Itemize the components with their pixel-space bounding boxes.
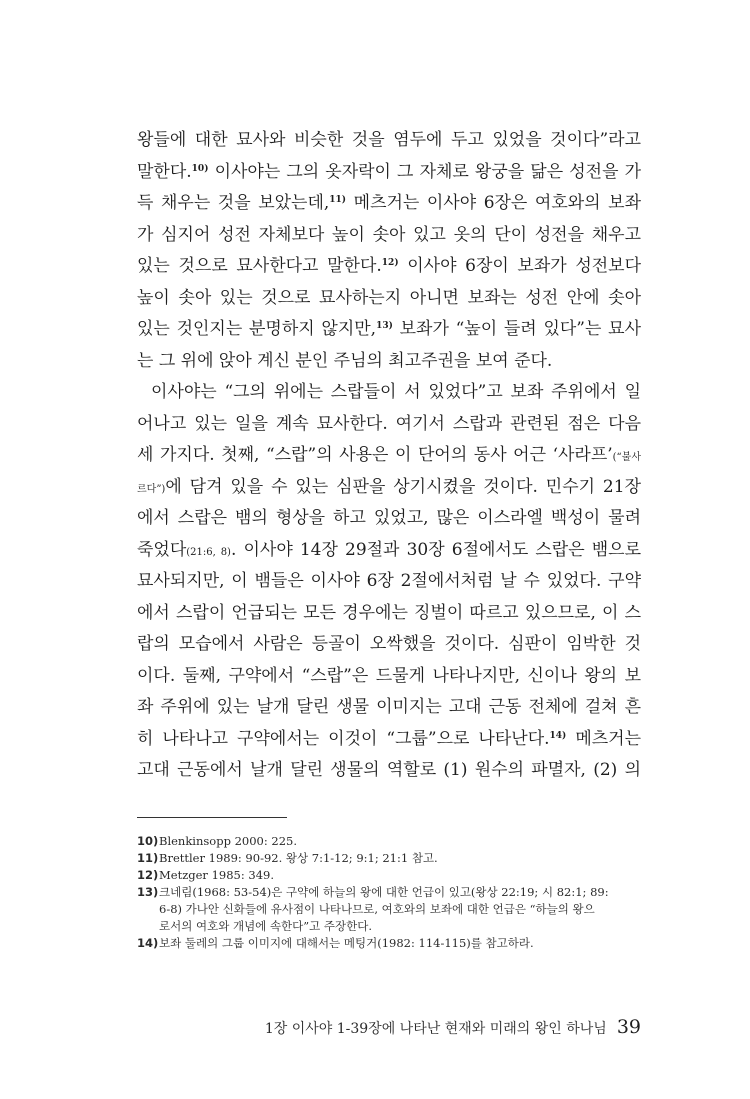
footnote <box>137 935 641 952</box>
body-line: 에서 스랍이 언급되는 모든 경우에는 징벌이 따르고 있으므로, 이 스 <box>137 602 641 623</box>
body-line: 랍의 모습에서 사람은 등골이 오싹했을 것이다. 심판이 임박한 것 <box>137 634 641 654</box>
footnote-divider <box>137 817 287 818</box>
footnote <box>137 867 641 884</box>
text-run: 있는 것으로 묘사한다고 말한다. <box>137 256 382 276</box>
text-run: 이사야 6장이 보좌가 성전보다 <box>407 256 641 276</box>
text-run: 히 나타나고 구약에서는 이것이 “그룹”으로 나타난다. <box>137 728 550 749</box>
footnote-text <box>159 884 641 935</box>
footnote-ref: 12) <box>381 258 399 268</box>
body-line <box>137 440 641 472</box>
footnote-line: 로서의 여호와 개념에 속한다”고 주장한다. <box>159 919 373 933</box>
footnote-number: 11) <box>137 851 159 865</box>
text-run: 메츠거는 이사야 6장은 여호와의 보좌 <box>353 193 641 213</box>
body-line: 어나고 있는 일을 계속 묘사한다. 여기서 스랍과 관련된 점은 다음 <box>137 413 641 434</box>
text-run-small: 르다”) <box>137 483 166 495</box>
body-line: 묘사되지만, 이 뱀들은 이사야 6장 2절에서처럼 날 수 있었다. 구약 <box>137 571 641 591</box>
body-line: 는 그 위에 앉아 계신 분인 주님의 최고주권을 보여 준다. <box>137 350 553 371</box>
running-title: 1장 이사야 1-39장에 나타난 현재와 미래의 왕인 하나님 <box>264 1021 607 1037</box>
footnote <box>137 850 641 867</box>
footnote-line: 6-8) 가나안 신화들에 유사점이 나타나므로, 여호와의 보좌에 대한 언급은 “하늘의 왕으 <box>159 902 595 916</box>
text-run: 있는 것인지는 분명하지 않지만, <box>137 319 377 339</box>
text-run-small: (“불사 <box>612 452 641 463</box>
text-run: 세 가지다. 첫째, “스랍”의 사용은 이 단어의 동사 어근 ‘사라프’ <box>137 445 613 465</box>
footnote-number: 13) <box>137 885 159 899</box>
footnote-number: 14) <box>137 936 159 950</box>
body-line: 가 심지어 성전 자체보다 높이 솟아 있고 옷의 단이 성전을 채우고 <box>137 224 641 245</box>
body-text <box>137 125 641 787</box>
body-line <box>137 535 641 567</box>
footnote-line: 크네림(1968: 53-54)은 구약에 하늘의 왕에 대한 언급이 있고(왕상 22:19; 시 82:1; 89: <box>159 885 609 899</box>
text-run: 죽었다 <box>137 539 187 560</box>
text-run: 에 담겨 있을 수 있는 심판을 상기시켰을 것이다. 민수기 21장 <box>165 476 641 497</box>
body-line: 좌 주위에 있는 날개 달린 생물 이미지는 고대 근동 전체에 걸쳐 흔 <box>137 697 641 717</box>
text-run-small: (21:6, 8) <box>186 546 231 558</box>
footnote-line: Brettler 1989: 90-92. 왕상 7:1-12; 9:1; 21:1 참고. <box>159 851 438 865</box>
footnote-ref: 13) <box>376 321 393 331</box>
body-line: 높이 솟아 있는 것으로 묘사하는지 아니면 보좌는 성전 안에 솟아 <box>137 287 641 308</box>
footnote-ref: 11) <box>329 195 347 205</box>
body-line: 이사야는 “그의 위에는 스랍들이 서 있었다”고 보좌 주위에서 일 <box>151 382 641 402</box>
body-line <box>137 314 641 346</box>
text-run: 말한다. <box>137 161 192 182</box>
body-line <box>137 188 641 220</box>
footnote-line: 보좌 둘레의 그룹 이미지에 대해서는 메팅거(1982: 114-115)를 참고하라. <box>159 936 534 950</box>
body-line <box>137 472 641 504</box>
body-line: 고대 근동에서 날개 달린 생물의 역할로 (1) 원수의 파멸자, (2) 의 <box>137 760 641 780</box>
text-run: . 이사야 14장 29절과 30장 6절에서도 스랍은 뱀으로 <box>230 539 641 560</box>
footnote-text <box>159 867 641 884</box>
body-line: 에서 스랍은 뱀의 형상을 하고 있었고, 많은 이스라엘 백성이 물려 <box>137 508 641 528</box>
footnote-ref: 14) <box>549 730 567 741</box>
footnote-text <box>159 833 641 850</box>
text-run: 보좌가 “높이 들려 있다”는 묘사 <box>399 319 641 339</box>
body-line <box>137 157 641 189</box>
text-run: 이사야는 그의 옷자락이 그 자체로 왕궁을 닮은 성전을 가 <box>214 161 641 182</box>
footnote <box>137 884 641 935</box>
body-line: 왕들에 대한 묘사와 비슷한 것을 염두에 두고 있었을 것이다”라고 <box>137 130 641 150</box>
footnote-text <box>159 935 641 952</box>
footnote-line: Blenkinsopp 2000: 225. <box>159 834 297 848</box>
footnote <box>137 833 641 850</box>
footnote-number: 10) <box>137 834 159 848</box>
body-line <box>137 251 641 283</box>
running-footer <box>137 1016 641 1040</box>
body-line: 이다. 둘째, 구약에서 “스랍”은 드물게 나타나지만, 신이나 왕의 보 <box>137 665 641 686</box>
text-run: 득 채우는 것을 보았는데, <box>137 193 330 213</box>
page-number: 39 <box>616 1016 641 1038</box>
footnotes <box>137 833 641 952</box>
footnote-text <box>159 850 641 867</box>
text-run: 메츠거는 <box>575 728 641 749</box>
footnote-ref: 10) <box>191 163 209 174</box>
footnote-number: 12) <box>137 868 159 882</box>
footnote-line: Metzger 1985: 349. <box>159 868 274 882</box>
body-line <box>137 724 641 756</box>
